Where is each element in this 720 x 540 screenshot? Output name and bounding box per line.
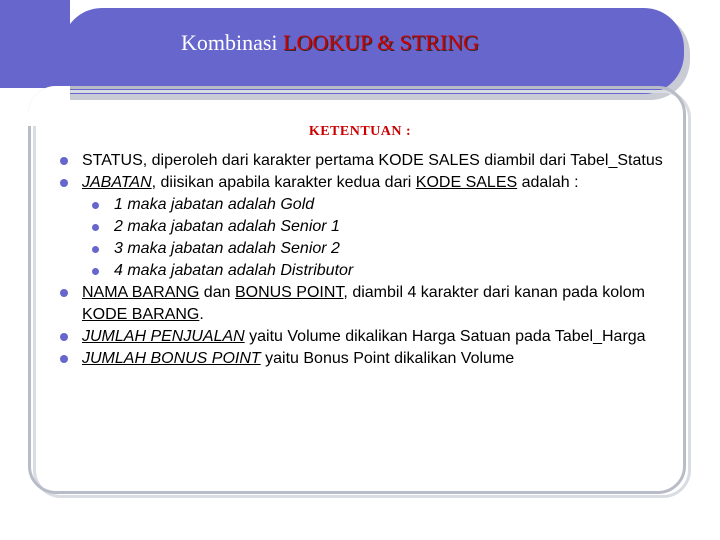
item-text: , diisikan apabila karakter kedua dari [151,174,416,191]
item-term: NAMA BARANG [82,284,200,301]
bullet-icon [60,355,68,363]
item-term: JABATAN [82,174,152,191]
title-highlight: LOOKUP & STRING [283,30,480,55]
slide-title [0,30,660,56]
item-text: dan [199,284,235,301]
item-text: 2 maka jabatan adalah Senior 1 [114,218,340,235]
item-term: JUMLAH PENJUALAN [82,328,245,345]
sub-list-item [92,216,680,238]
bullet-icon [60,333,68,341]
sub-list-item [92,194,680,216]
rules-list [60,150,680,370]
bullet-icon [92,246,99,253]
item-text: yaitu Bonus Point dikalikan Volume [260,350,515,367]
item-text: . [199,306,204,323]
item-text: 1 maka jabatan adalah Gold [114,196,315,213]
sub-list-item [92,238,680,260]
list-item [60,282,680,326]
bullet-icon [92,268,99,275]
section-title: KETENTUAN : [308,124,412,139]
sub-list-item [92,260,680,282]
list-item [60,348,680,370]
item-text: yaitu Volume dikalikan Harga Satuan pada Tabel_Harga [244,328,646,345]
bullet-icon [60,179,68,187]
list-item [60,172,680,194]
item-text: , diambil 4 karakter dari kanan pada kolom [343,284,645,301]
bullet-icon [92,224,99,231]
list-item [60,150,680,172]
item-text: adalah : [517,174,579,191]
item-text: STATUS, diperoleh dari karakter pertama KODE SALES diambil dari Tabel_Status [82,152,663,169]
item-text: 3 maka jabatan adalah Senior 2 [114,240,340,257]
bullet-icon [60,157,68,165]
list-item [60,326,680,348]
item-term: KODE SALES [415,174,518,191]
item-term: KODE BARANG [82,306,200,323]
item-term: BONUS POINT [234,284,344,301]
bullet-icon [92,202,99,209]
title-prefix: Kombinasi [180,30,284,55]
item-text: 4 maka jabatan adalah Distributor [114,262,354,279]
item-term: JUMLAH BONUS POINT [82,350,261,367]
bullet-icon [60,289,68,297]
frame-corner-mask [28,86,70,126]
